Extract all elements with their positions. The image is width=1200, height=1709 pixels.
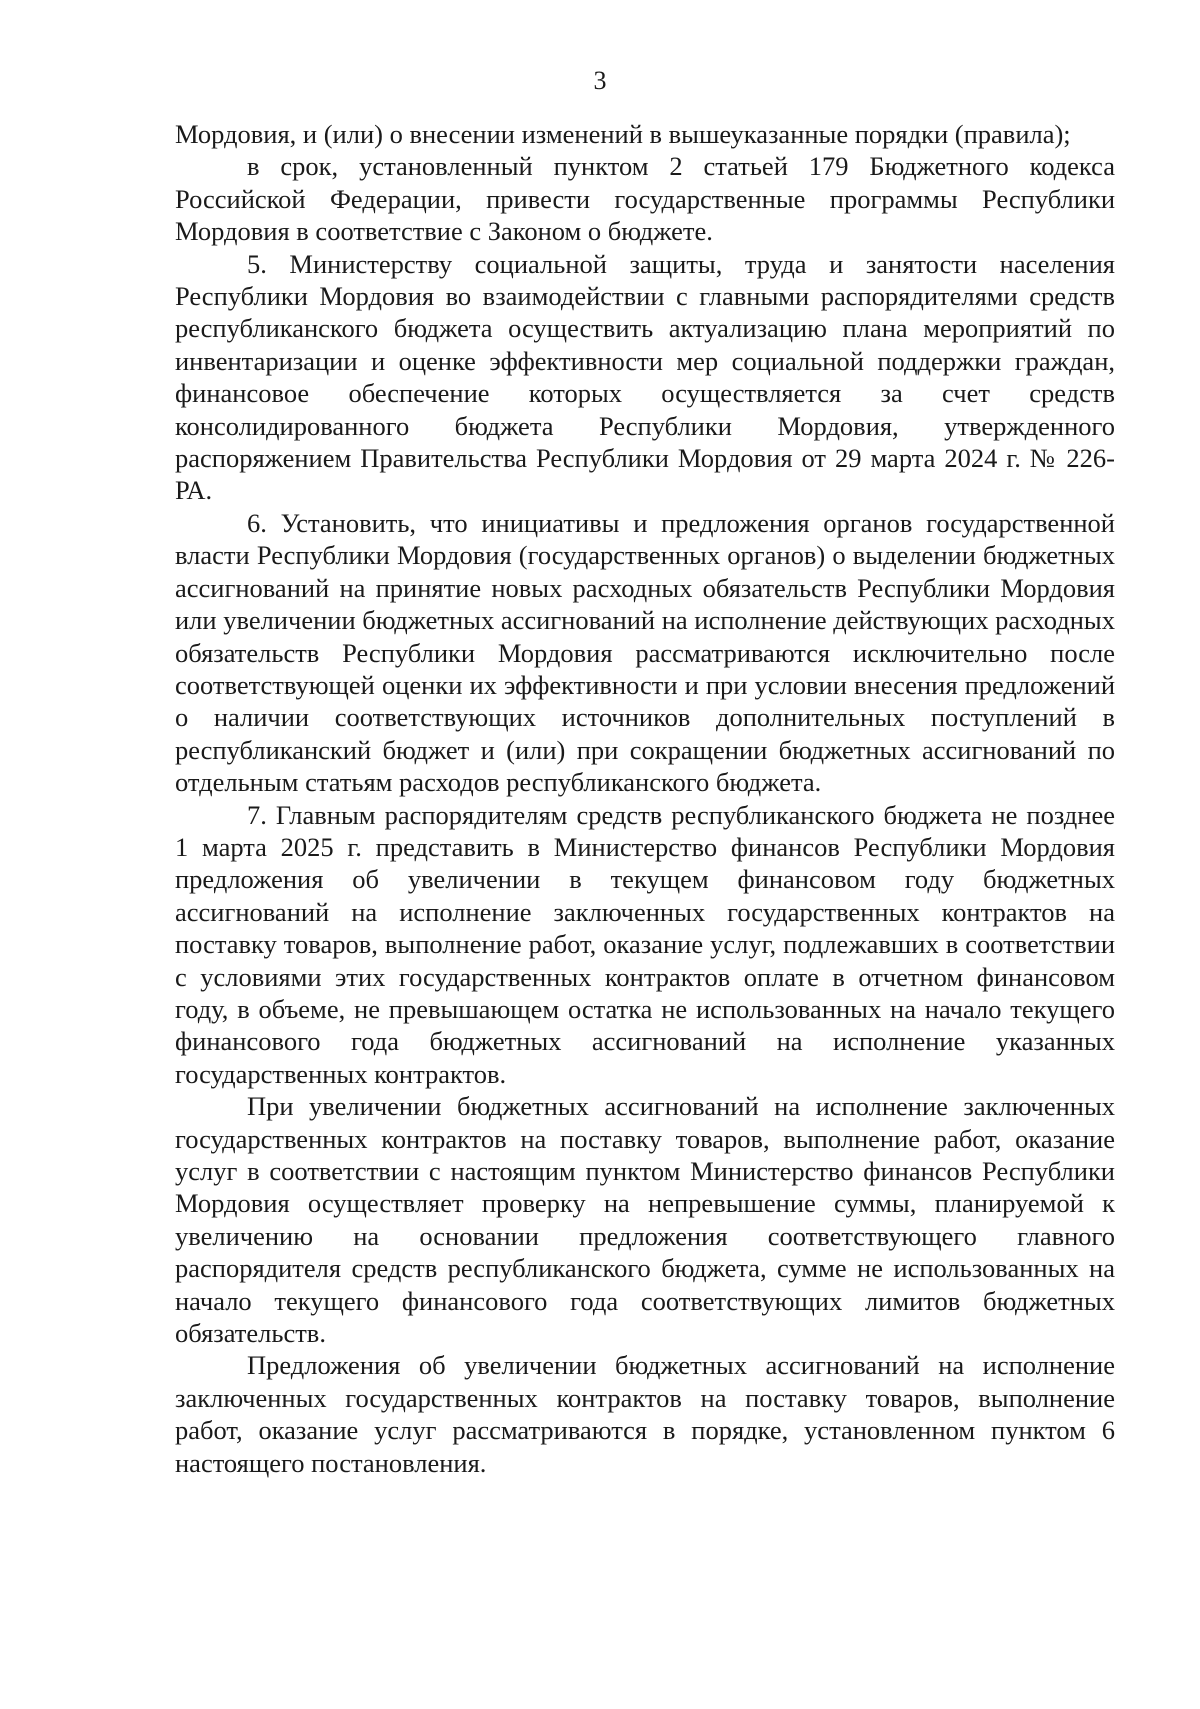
paragraph-item-5: 5. Министерству социальной защиты, труда и занятости населения Республики Мордовия во взаимодействии с главными распорядителями средств республиканского бюджета осуществить актуализацию плана мероприятий по инвентаризации и оценке эффективности мер социальной поддержки граждан, финансовое обеспечение которых осуществляется за счет средств консолидированного бюджета Республики Мордовия, утвержденного распоряжением Правительства Республики Мордовия от 29 марта 2024 г. № 226-РА. <box>175 248 1115 506</box>
page-number: 3 <box>593 66 607 95</box>
document-body <box>175 118 1115 1479</box>
paragraph-continuation: Мордовия, и (или) о внесении изменений в вышеуказанные порядки (правила); <box>175 119 1071 149</box>
paragraph-item-7-procedure: Предложения об увеличении бюджетных ассигнований на исполнение заключенных государственных контрактов на поставку товаров, выполнение работ, оказание услуг рассматриваются в порядке, установленном пунктом 6 настоящего постановления. <box>175 1350 1115 1478</box>
paragraph-item-7-check: При увеличении бюджетных ассигнований на исполнение заключенных государственных контрактов на поставку товаров, выполнение работ, оказание услуг в соответствии с настоящим пунктом Министерство финансов Республики Мордовия осуществляет проверку на непревышение суммы, планируемой к увеличению на основании предложения соответствующего главного распорядителя средств республиканского бюджета, сумме не использованных на начало текущего финансового года соответствующих лимитов бюджетных обязательств. <box>175 1091 1115 1349</box>
paragraph-programs-deadline: в срок, установленный пунктом 2 статьей 179 Бюджетного кодекса Российской Федерации, привести государственные программы Республики Мордовия в соответствие с Законом о бюджете. <box>175 151 1115 247</box>
paragraph-item-6: 6. Установить, что инициативы и предложения органов государственной власти Республики Мордовия (государственных органов) о выделении бюджетных ассигнований на принятие новых расходных обязательств Республики Мордовия или увеличении бюджетных ассигнований на исполнение действующих расходных обязательств Республики Мордовия рассматриваются исключительно после соответствующей оценки их эффективности и при условии внесения предложений о наличии соответствующих источников дополнительных поступлений в республиканский бюджет и (или) при сокращении бюджетных ассигнований по отдельным статьям расходов республиканского бюджета. <box>175 507 1115 798</box>
paragraph-item-7: 7. Главным распорядителям средств республиканского бюджета не позднее 1 марта 2025 г. представить в Министерство финансов Республики Мордовия предложения об увеличении в текущем финансовом году бюджетных ассигнований на исполнение заключенных государственных контрактов на поставку товаров, выполнение работ, оказание услуг, подлежавших в соответствии с условиями этих государственных контрактов оплате в отчетном финансовом году, в объеме, не превышающем остатка не использованных на начало текущего финансового года бюджетных ассигнований на исполнение указанных государственных контрактов. <box>175 799 1115 1089</box>
